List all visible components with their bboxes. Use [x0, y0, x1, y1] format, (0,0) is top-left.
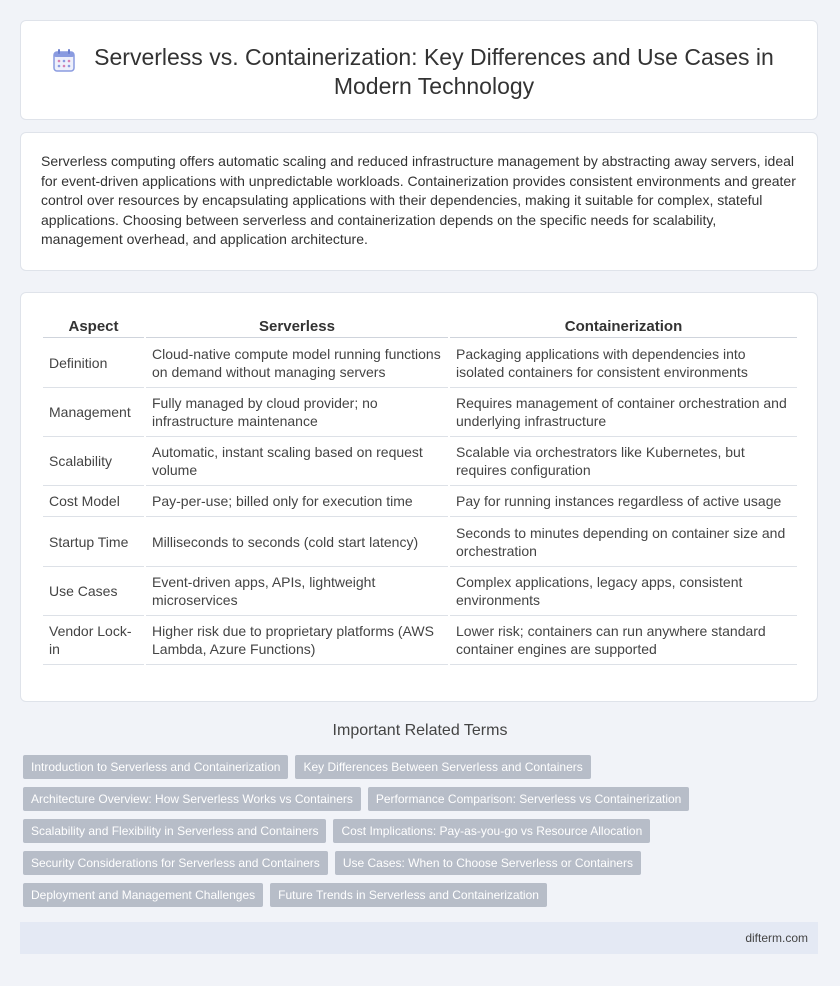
tag-row: [23, 819, 813, 843]
related-term-link[interactable]: Key Differences Between Serverless and Containers: [295, 755, 590, 779]
table-row: [43, 338, 797, 388]
related-term-link[interactable]: Cost Implications: Pay-as-you-go vs Resource Allocation: [333, 819, 650, 843]
intro-card: [20, 132, 818, 271]
row-aspect-cell: Definition: [43, 338, 144, 388]
table-row: [43, 567, 797, 616]
footer-bar: [20, 922, 818, 954]
table-row: [43, 388, 797, 437]
related-term-link[interactable]: Introduction to Serverless and Containerization: [23, 755, 288, 779]
tag-row: [23, 755, 813, 779]
column-header-aspect: Aspect: [43, 314, 144, 338]
serverless-cell: Cloud-native compute model running functions on demand without managing servers: [146, 338, 448, 388]
serverless-cell: Fully managed by cloud provider; no infrastructure maintenance: [146, 388, 448, 437]
table-row: [43, 486, 797, 517]
related-term-link[interactable]: Deployment and Management Challenges: [23, 883, 263, 907]
comparison-card: [20, 292, 818, 702]
column-header-containerization: Containerization: [450, 314, 797, 338]
containerization-cell: Lower risk; containers can run anywhere standard container engines are supported: [450, 616, 797, 665]
row-aspect-cell: Vendor Lock-in: [43, 616, 144, 665]
table-row: [43, 517, 797, 567]
row-aspect-cell: Use Cases: [43, 567, 144, 616]
page-title: Serverless vs. Containerization: Key Differences and Use Cases in Modern Technology: [94, 44, 774, 99]
related-term-link[interactable]: Scalability and Flexibility in Serverless and Containers: [23, 819, 326, 843]
calendar-icon: [53, 48, 75, 72]
comparison-table: [41, 314, 799, 665]
related-term-link[interactable]: Architecture Overview: How Serverless Works vs Containers: [23, 787, 361, 811]
row-aspect-cell: Cost Model: [43, 486, 144, 517]
tag-row: [23, 787, 813, 811]
serverless-cell: Automatic, instant scaling based on request volume: [146, 437, 448, 486]
related-term-link[interactable]: Security Considerations for Serverless and Containers: [23, 851, 328, 875]
serverless-cell: Event-driven apps, APIs, lightweight microservices: [146, 567, 448, 616]
column-header-serverless: Serverless: [146, 314, 448, 338]
containerization-cell: Seconds to minutes depending on container size and orchestration: [450, 517, 797, 567]
related-term-link[interactable]: Future Trends in Serverless and Containerization: [270, 883, 547, 907]
serverless-cell: Pay-per-use; billed only for execution time: [146, 486, 448, 517]
title-wrap: [21, 43, 817, 101]
row-aspect-cell: Scalability: [43, 437, 144, 486]
table-row: [43, 616, 797, 665]
related-term-link[interactable]: Use Cases: When to Choose Serverless or Containers: [335, 851, 641, 875]
header-card: [20, 20, 818, 120]
containerization-cell: Packaging applications with dependencies into isolated containers for consistent environments: [450, 338, 797, 388]
containerization-cell: Requires management of container orchestration and underlying infrastructure: [450, 388, 797, 437]
tag-row: [23, 883, 813, 907]
related-terms-heading: Important Related Terms: [332, 722, 508, 739]
containerization-cell: Complex applications, legacy apps, consistent environments: [450, 567, 797, 616]
containerization-cell: Pay for running instances regardless of active usage: [450, 486, 797, 517]
table-row: [43, 437, 797, 486]
serverless-cell: Milliseconds to seconds (cold start latency): [146, 517, 448, 567]
table-header-row: [43, 314, 797, 338]
related-terms-list: [23, 755, 813, 915]
intro-paragraph: Serverless computing offers automatic scaling and reduced infrastructure management by abstracting away servers, ideal for event-driven applications with unpredictable workloads. Containerization provides consistent environments and greater control over resources by encapsulating applications with their dependencies, making it suitable for complex, stateful applications. Choosing between serverless and containerization depends on the specific needs for scalability, management overhead, and application architecture.: [41, 153, 796, 247]
serverless-cell: Higher risk due to proprietary platforms (AWS Lambda, Azure Functions): [146, 616, 448, 665]
containerization-cell: Scalable via orchestrators like Kubernetes, but requires configuration: [450, 437, 797, 486]
tag-row: [23, 851, 813, 875]
row-aspect-cell: Startup Time: [43, 517, 144, 567]
footer-site-name[interactable]: difterm.com: [745, 931, 808, 945]
related-term-link[interactable]: Performance Comparison: Serverless vs Containerization: [368, 787, 689, 811]
row-aspect-cell: Management: [43, 388, 144, 437]
